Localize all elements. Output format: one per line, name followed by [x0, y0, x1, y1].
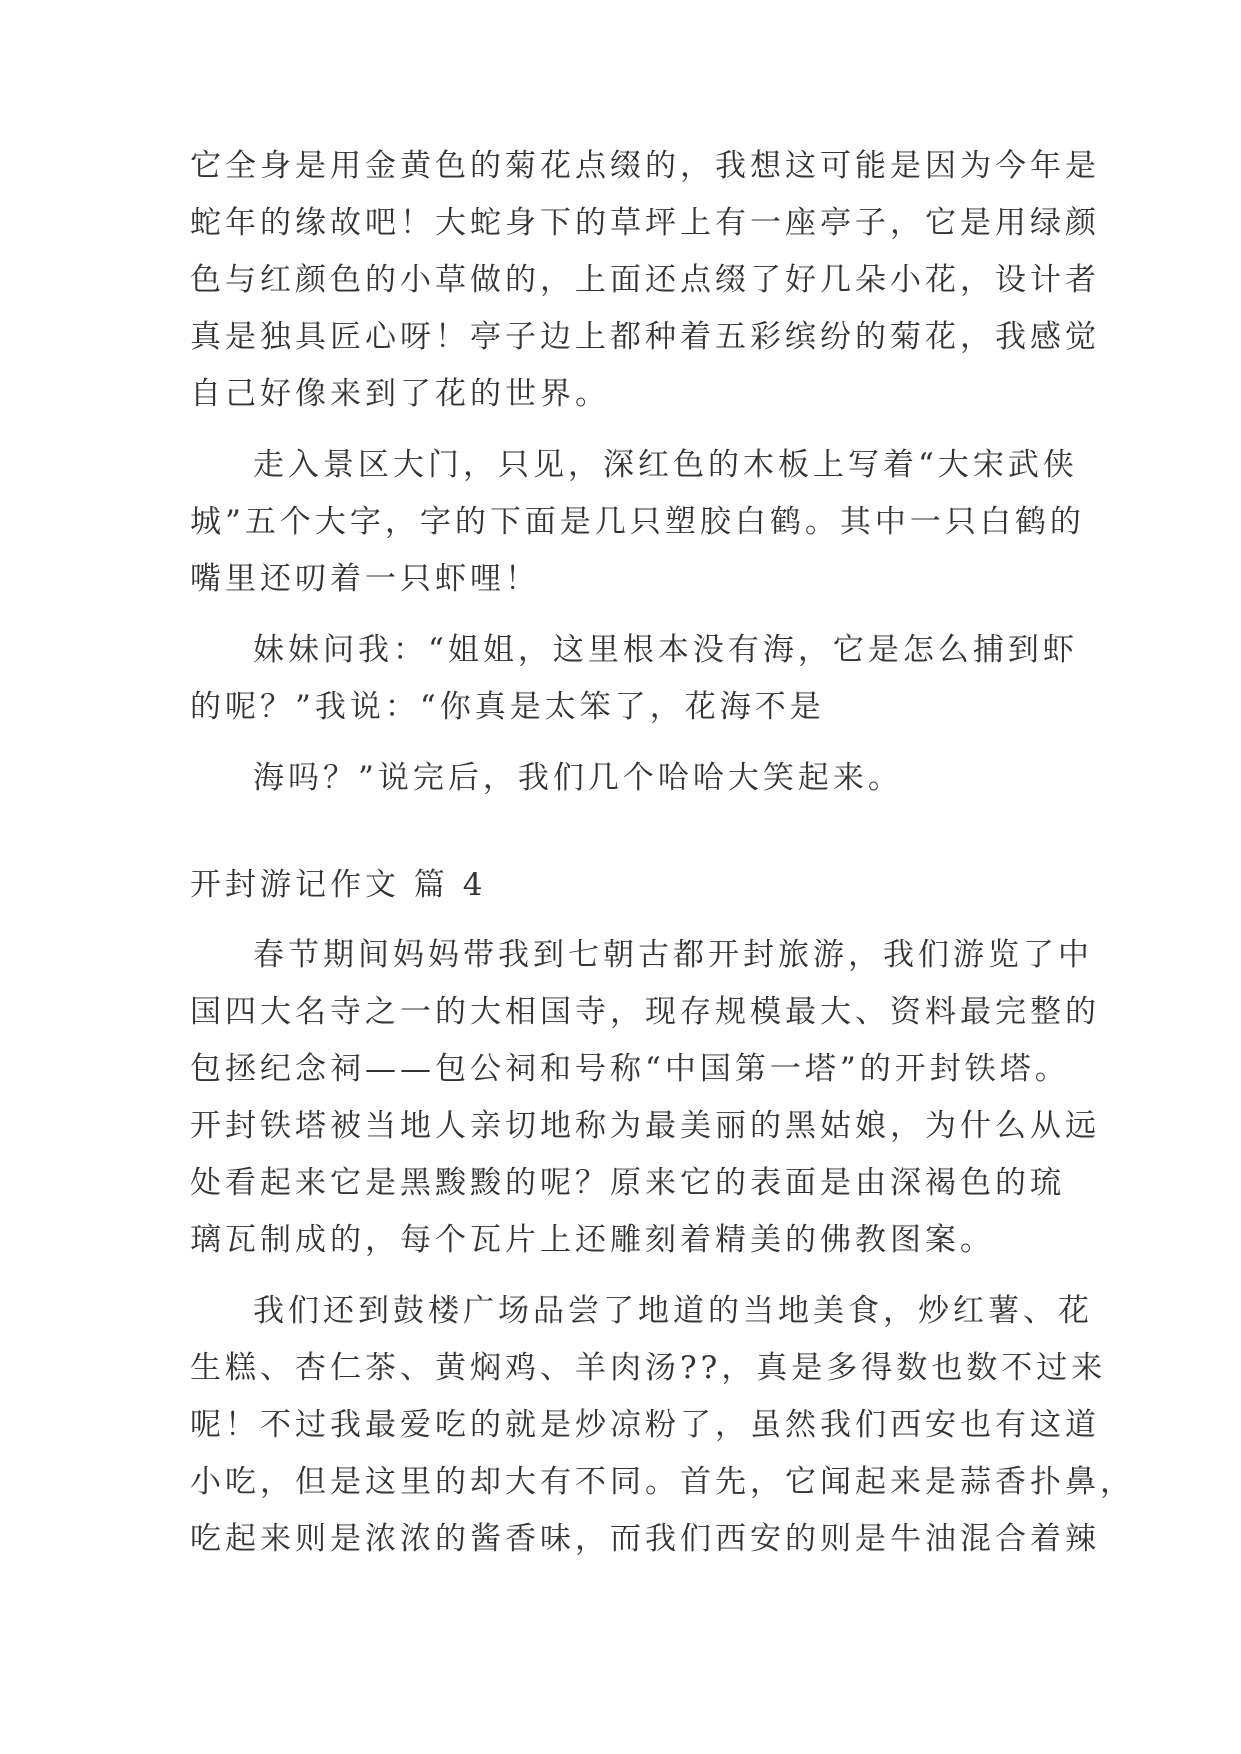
text-line: 包拯纪念祠——包公祠和号称“中国第一塔”的开封铁塔。	[190, 1051, 1070, 1087]
paragraph-start-line: 走入景区大门，只见，深红色的木板上写着“大宋武侠	[253, 447, 1078, 483]
text-line: 开封铁塔被当地人亲切地称为最美丽的黑姑娘，为什么从远	[190, 1108, 1100, 1144]
text-line: 璃瓦制成的，每个瓦片上还雕刻着精美的佛教图案。	[190, 1222, 995, 1258]
text-line: 小吃，但是这里的却大有不同。首先，它闻起来是蒜香扑鼻，	[190, 1464, 1135, 1500]
text-line: 吃起来则是浓浓的酱香味，而我们西安的则是牛油混合着辣	[190, 1521, 1100, 1557]
text-line: 的呢？”我说：“你真是太笨了，花海不是	[190, 689, 825, 725]
paragraph-start-line: 我们还到鼓楼广场品尝了地道的当地美食，炒红薯、花	[253, 1293, 1093, 1329]
text-line: 它全身是用金黄色的菊花点缀的，我想这可能是因为今年是	[190, 148, 1100, 184]
paragraph-start-line: 春节期间妈妈带我到七朝古都开封旅游，我们游览了中	[253, 937, 1093, 973]
text-line: 真是独具匠心呀！亭子边上都种着五彩缤纷的菊花，我感觉	[190, 319, 1100, 355]
text-line: 自己好像来到了花的世界。	[190, 376, 610, 412]
text-line: 国四大名寺之一的大相国寺，现存规模最大、资料最完整的	[190, 994, 1100, 1030]
text-line: 呢！不过我最爱吃的就是炒凉粉了，虽然我们西安也有这道	[190, 1407, 1100, 1443]
section-heading: 开封游记作文 篇 4	[190, 867, 487, 903]
text-line: 色与红颜色的小草做的，上面还点缀了好几朵小花，设计者	[190, 262, 1100, 298]
text-line: 嘴里还叨着一只虾哩！	[190, 561, 540, 597]
text-line: 生糕、杏仁茶、黄焖鸡、羊肉汤??，真是多得数也数不过来	[190, 1350, 1107, 1386]
text-line: 处看起来它是黑黢黢的呢？原来它的表面是由深褐色的琉	[190, 1165, 1065, 1201]
paragraph-start-line: 妹妹问我：“姐姐，这里根本没有海，它是怎么捕到虾	[253, 632, 1078, 668]
text-line: 城”五个大字，字的下面是几只塑胶白鹤。其中一只白鹤的	[190, 504, 1085, 540]
paragraph-start-line: 海吗？”说完后，我们几个哈哈大笑起来。	[253, 760, 903, 796]
text-line: 蛇年的缘故吧！大蛇身下的草坪上有一座亭子，它是用绿颜	[190, 205, 1100, 241]
